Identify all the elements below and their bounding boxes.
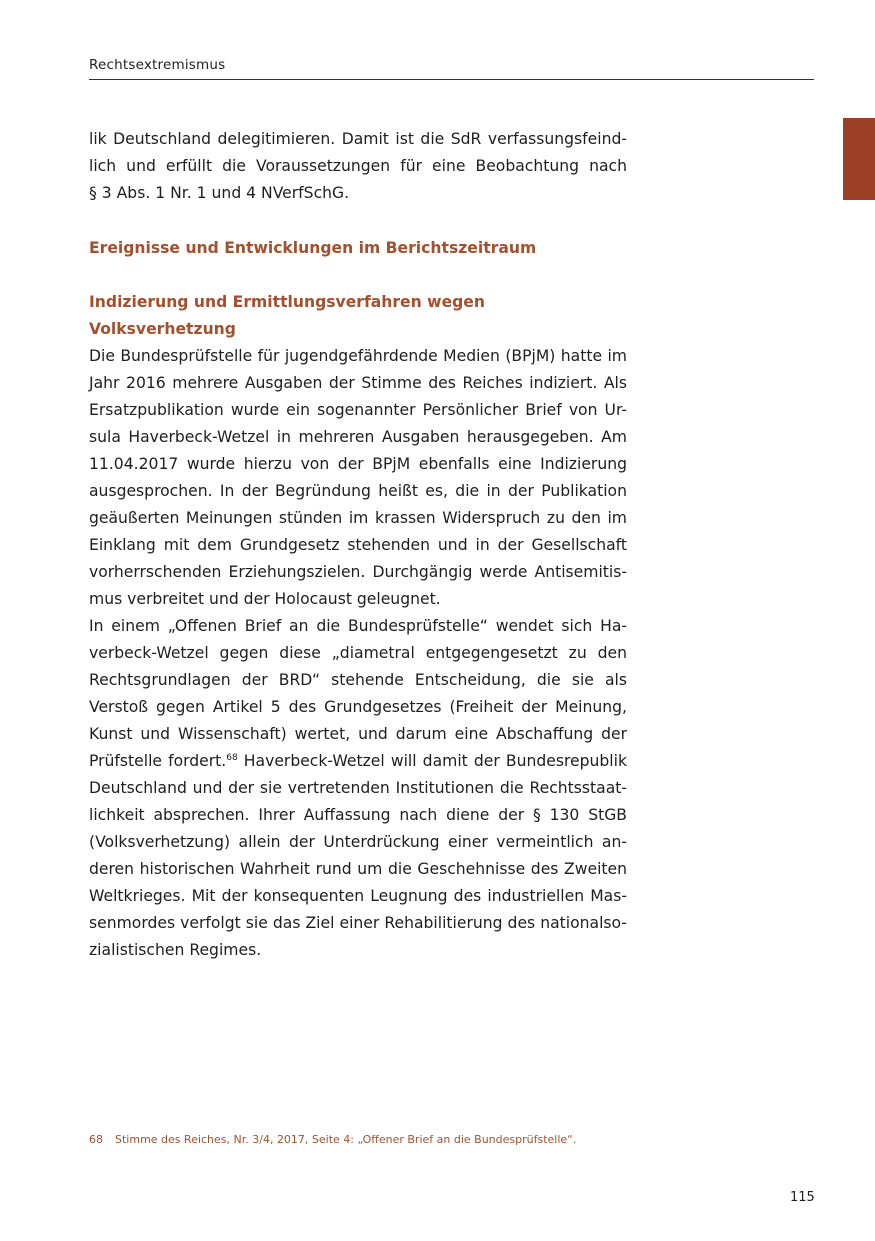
text-line: verbeck-Wetzel gegen diese „diametral entgegengesetzt zu den [89,644,627,662]
intro-paragraph [89,126,627,207]
ref-line-end: Haverbeck-Wetzel will damit der Bundesrepublik [237,752,627,770]
text-line: vorherrschenden Erziehungszielen. Durchgängig werde Antisemitis- [89,563,627,581]
text-line: lich und erfüllt die Voraussetzungen für eine Beobachtung nach [89,157,627,175]
text-line: ausgesprochen. In der Begründung heißt es, die in der Publikation [89,482,627,500]
main-content [89,126,627,964]
paragraph-2 [89,613,627,964]
running-head-title: Rechtsextremismus [89,57,226,73]
page-number: 115 [790,1190,815,1205]
footnote-text: Stimme des Reiches, Nr. 3/4, 2017, Seite 4: „Offener Brief an die Bundesprüfstelle“. [115,1133,577,1146]
text-line: lik Deutschland delegitimieren. Damit ist die SdR verfassungsfeind- [89,130,627,148]
text-line: § 3 Abs. 1 Nr. 1 und 4 NVerfSchG. [89,184,350,202]
text-line: lichkeit absprechen. Ihrer Auffassung nach diene der § 130 StGB [89,806,627,824]
text-line: Die Bundesprüfstelle für jugendgefährdende Medien (BPjM) hatte im [89,347,627,365]
header-rule [89,79,814,80]
paragraph-1 [89,343,627,613]
ref-line-start: Prüfstelle fordert. [89,752,227,770]
subsection-heading: Indizierung und Ermittlungsverfahren wegen Volksverhetzung [89,293,485,338]
text-line: Rechtsgrundlagen der BRD“ stehende Entscheidung, die sie als [89,671,627,689]
text-line-with-footnote-ref [89,748,627,775]
text-line: zialistischen Regimes. [89,941,262,959]
text-line: In einem „Offenen Brief an die Bundesprüfstelle“ wendet sich Ha- [89,617,627,635]
text-line: Weltkrieges. Mit der konsequenten Leugnung des industriellen Mas- [89,887,627,905]
text-line: Deutschland und der sie vertretenden Institutionen die Rechtsstaat- [89,779,627,797]
text-line: Ersatzpublikation wurde ein sogenannter Persönlicher Brief von Ur- [89,401,627,419]
text-line: Kunst und Wissenschaft) wertet, und darum eine Abschaffung der [89,725,627,743]
footnote-number: 68 [89,1133,103,1146]
text-line: geäußerten Meinungen stünden im krassen Widerspruch zu den im [89,509,627,527]
section-heading: Ereignisse und Entwicklungen im Berichtszeitraum [89,239,537,257]
text-line: sula Haverbeck-Wetzel in mehreren Ausgaben herausgegeben. Am [89,428,627,446]
text-line: 11.04.2017 wurde hierzu von der BPjM ebenfalls eine Indizierung [89,455,627,473]
text-line: deren historischen Wahrheit rund um die Geschehnisse des Zweiten [89,860,627,878]
text-line: Jahr 2016 mehrere Ausgaben der Stimme des Reiches indiziert. Als [89,374,627,392]
text-line: Einklang mit dem Grundgesetz stehenden und in der Gesellschaft [89,536,627,554]
text-line: senmordes verfolgt sie das Ziel einer Rehabilitierung des nationalso- [89,914,627,932]
text-line: Verstoß gegen Artikel 5 des Grundgesetzes (Freiheit der Meinung, [89,698,627,716]
chapter-thumb-tab [843,118,875,200]
footnote [89,1133,576,1146]
footnote-reference[interactable]: 68 [226,753,238,763]
text-line: mus verbreitet und der Holocaust geleugnet. [89,590,441,608]
text-line: (Volksverhetzung) allein der Unterdrückung einer vermeintlich an- [89,833,627,851]
